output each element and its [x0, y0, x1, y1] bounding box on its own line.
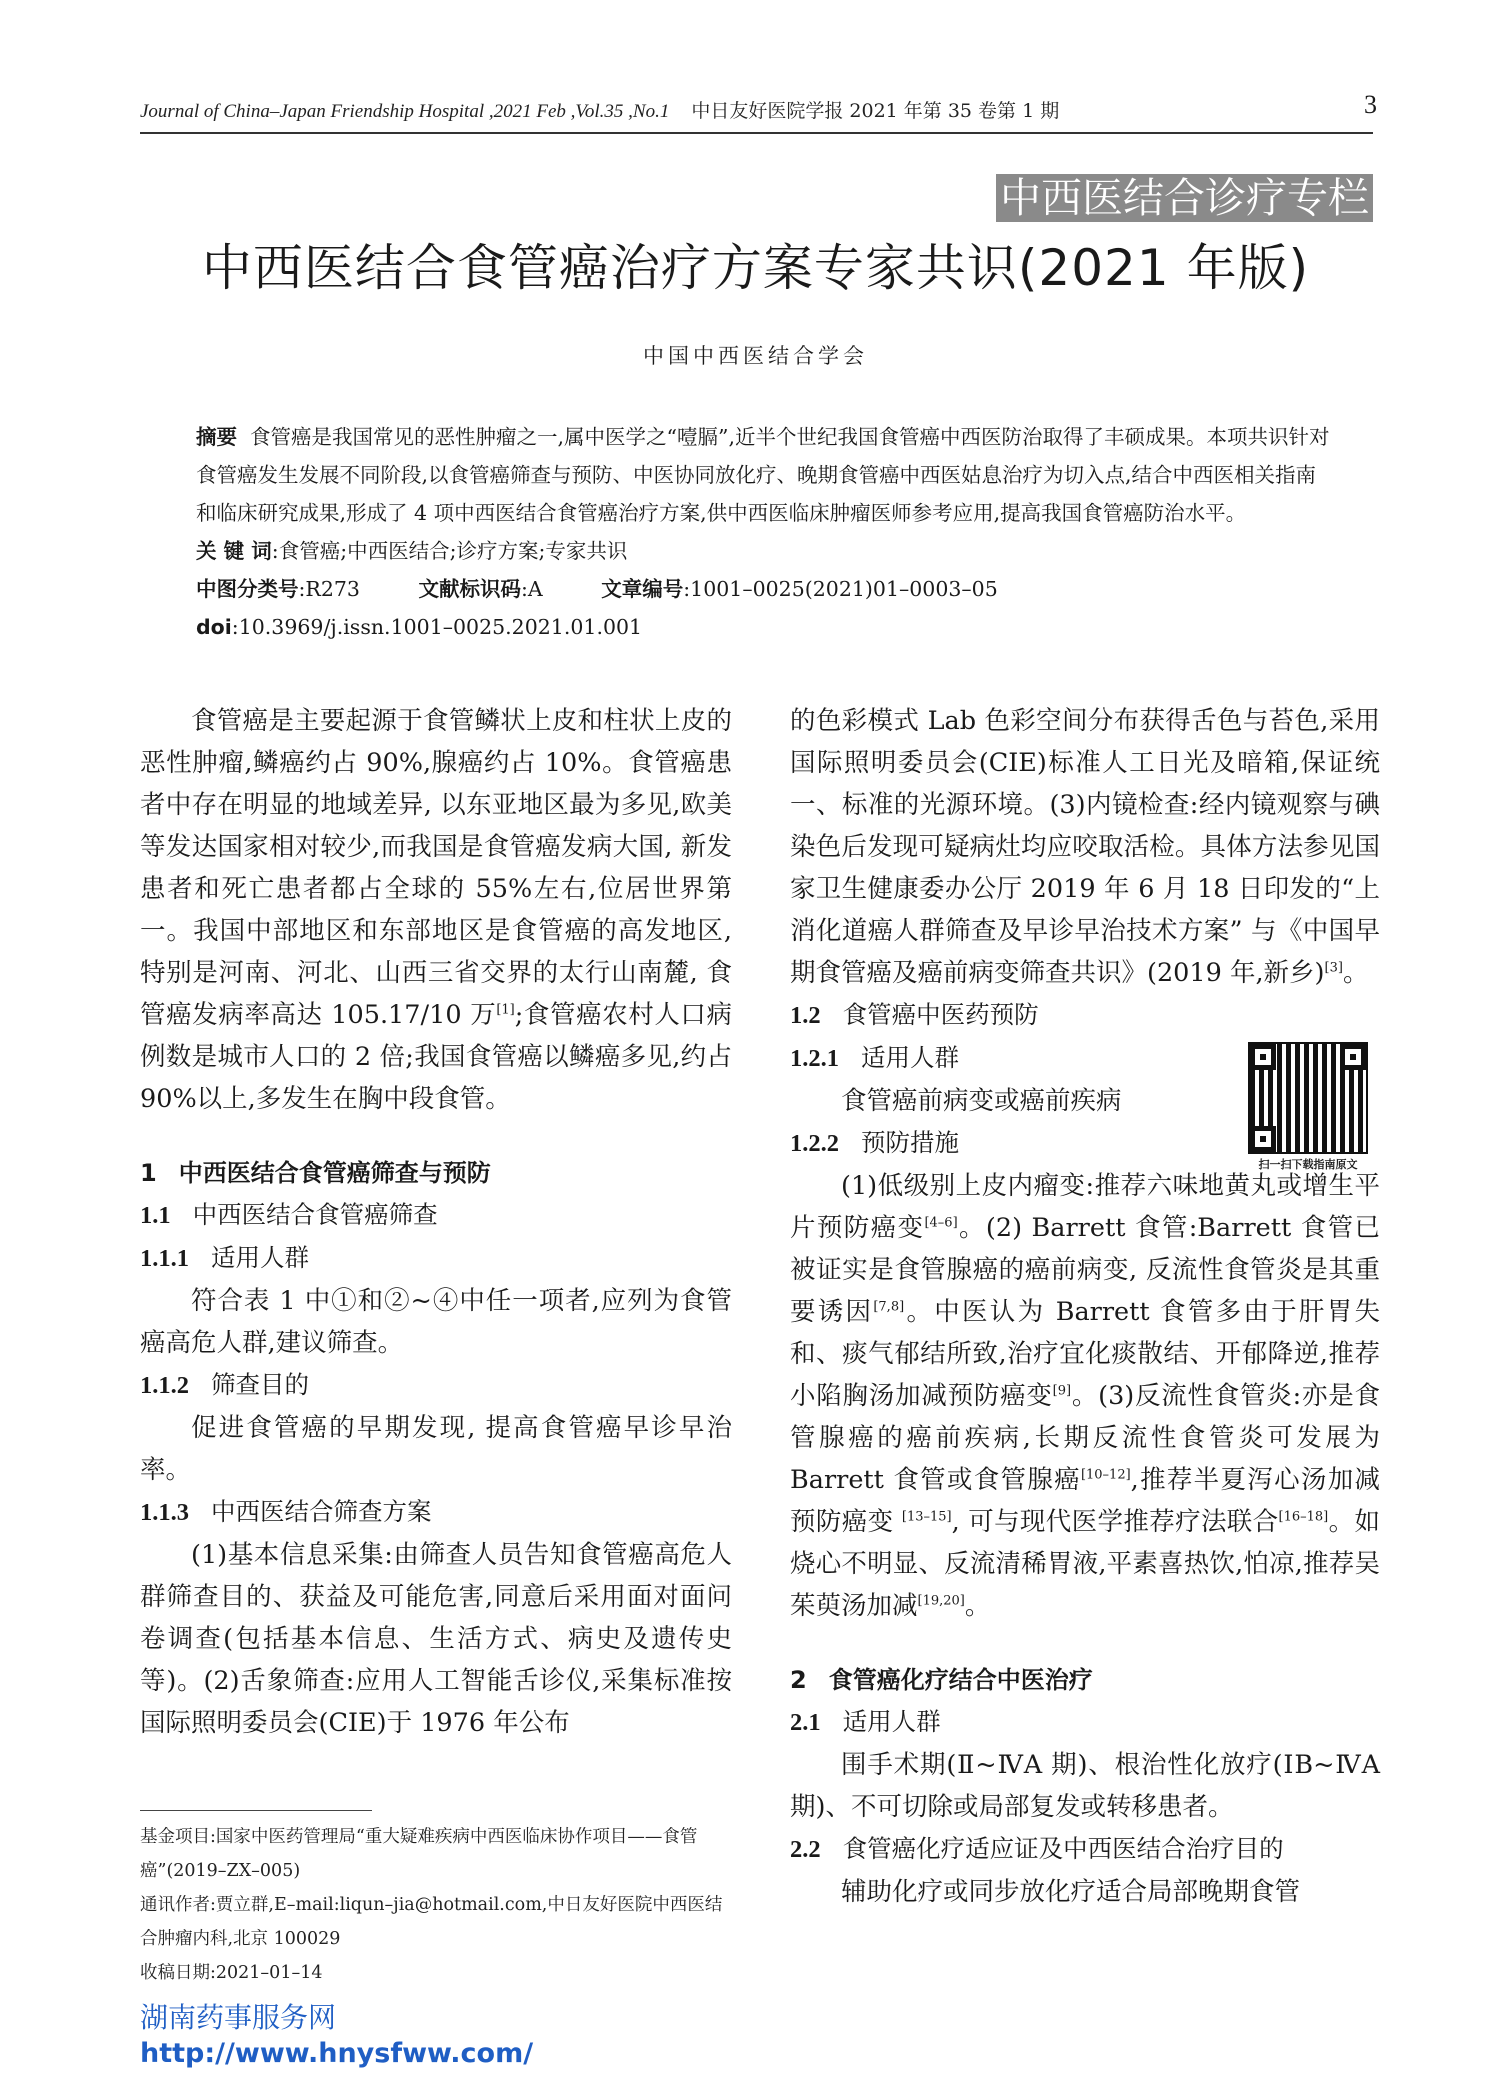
citation[interactable]: [10–12]: [1080, 1467, 1131, 1483]
section-number: 1.1.1: [140, 1245, 189, 1272]
watermark: [140, 2000, 533, 2072]
abstract-label: 摘要: [196, 425, 237, 449]
citation[interactable]: [16–18]: [1278, 1509, 1329, 1525]
section-number: 1.1.2: [140, 1372, 189, 1399]
doc-code-value: :A: [521, 577, 543, 601]
section-1-1-heading: [140, 1194, 732, 1237]
header-divider: [140, 132, 1373, 134]
citation[interactable]: [3]: [1324, 960, 1343, 976]
citation[interactable]: [19,20]: [917, 1593, 965, 1609]
qr-finder: [1250, 1126, 1276, 1152]
section-1-1-1-text: 符合表 1 中①和②~④中任一项者,应列为食管癌高危人群,建议筛查。: [140, 1286, 732, 1358]
funding-note: 基金项目:国家中医药管理局“重大疑难疾病中西医临床协作项目——食管癌”(2019–ZX–005): [140, 1827, 698, 1881]
section-1-2-2-text: [790, 1165, 1380, 1627]
abstract-block: [196, 418, 1332, 646]
running-header: [140, 96, 1385, 136]
watermark-name: 湖南药事服务网: [140, 2001, 337, 2034]
section-2-1-heading: [790, 1701, 1380, 1744]
section-1-2-1-text: 食管癌前病变或癌前疾病: [841, 1086, 1122, 1116]
section-2-2-text: 辅助化疗或同步放化疗适合局部晚期食管: [841, 1877, 1301, 1907]
keywords-label: 关 键 词: [196, 539, 272, 563]
section-title: 适用人群: [211, 1243, 309, 1272]
classification-row: [196, 570, 1332, 608]
citation[interactable]: [7,8]: [873, 1299, 905, 1315]
doi-row: [196, 608, 1332, 646]
section-number: 2.2: [790, 1836, 821, 1863]
abstract: [196, 418, 1332, 532]
text-run: 。如烧心不明显、反流清稀胃液,平素喜热饮,怕凉,推荐吴茱萸汤加减: [790, 1507, 1380, 1621]
intro-paragraph: [140, 700, 732, 1120]
intro-text-2: ;食管癌农村人口病例数是城市人口的 2 倍;我国食管癌以鳞癌多见,约占 90%以上,多发生在胸中段食管。: [140, 1000, 732, 1114]
watermark-url[interactable]: http://www.hnysfww.com/: [140, 2038, 534, 2069]
section-title: 中西医结合食管癌筛查与预防: [178, 1159, 491, 1187]
footnote-divider: [140, 1810, 372, 1811]
section-title: 中西医结合筛查方案: [211, 1497, 432, 1526]
intro-text-1: 食管癌是主要起源于食管鳞状上皮和柱状上皮的恶性肿瘤,鳞癌约占 90%,腺癌约占 10%。食管癌患者中存在明显的地域差异, 以东亚地区最为多见,欧美等发达国家相对较少,而我国是食管癌发病大国, 新发患者和死亡患者都占全球的 55%左右,位居世界第一。我国中部地区和东部地区是食管癌的高发地区,特别是河南、河北、山西三省交界的太行山南麓, 食管癌发病率高达 105.17/10 万: [140, 706, 732, 1030]
section-1-1-2-heading: [140, 1364, 732, 1407]
continued-end: 。: [1342, 958, 1369, 988]
section-1-1-1-heading: [140, 1237, 732, 1280]
clc-label: 中图分类号: [196, 577, 299, 601]
citation[interactable]: [4–6]: [924, 1215, 958, 1231]
section-number: 1: [140, 1159, 157, 1187]
text-run: 。(2) Barrett 食管:Barrett 食管已被证实是食管腺癌的癌前病变, 反流性食管炎是其重要诱因: [790, 1213, 1380, 1327]
keywords: [196, 532, 1332, 570]
left-column: [140, 700, 732, 1744]
journal-name-en: Journal of China–Japan Friendship Hospital ,2021 Feb ,Vol.35 ,No.1: [140, 101, 670, 122]
footnotes: [140, 1820, 732, 1990]
qr-code-icon[interactable]: [1248, 1042, 1368, 1154]
received-date: 收稿日期:2021–01–14: [140, 1963, 323, 1983]
section-1-heading: [140, 1152, 732, 1194]
section-number: 1.2: [790, 1002, 821, 1029]
article-id-value: :1001–0025(2021)01–0003–05: [683, 577, 998, 601]
citation[interactable]: [9]: [1052, 1383, 1072, 1399]
column-banner: 中西医结合诊疗专栏: [996, 174, 1373, 222]
qr-caption: 扫一扫下载指南原文: [1258, 1158, 1358, 1171]
section-number: 1.2.1: [790, 1045, 839, 1072]
section-number: 1.2.2: [790, 1130, 839, 1157]
text-run: 。(3)反流性食管炎:亦是食管腺癌的癌前疾病,长期反流性食管炎可发展为 Barrett 食管或食管腺癌: [790, 1381, 1380, 1495]
continued-paragraph: [790, 700, 1380, 994]
article-authors: 中国中西医结合学会: [643, 344, 868, 368]
section-number: 1.1.3: [140, 1499, 189, 1526]
section-title: 适用人群: [861, 1043, 959, 1072]
qr-finder: [1250, 1044, 1276, 1070]
text-run: ,推荐半夏泻心汤加减预防癌变: [790, 1465, 1380, 1537]
journal-name-cn: 中日友好医院学报 2021 年第 35 卷第 1 期: [691, 100, 1060, 122]
text-run: 。: [964, 1591, 991, 1621]
section-title: 食管癌化疗结合中医治疗: [828, 1666, 1093, 1694]
section-title: 预防措施: [861, 1128, 959, 1157]
section-1-1-2-text: 促进食管癌的早期发现, 提高食管癌早诊早治率。: [140, 1413, 732, 1485]
qr-finder: [1340, 1044, 1366, 1070]
text-run: (1)低级别上皮内瘤变:推荐六味地黄丸或增生平片预防癌变: [790, 1171, 1380, 1243]
section-title: 中西医结合食管癌筛查: [192, 1200, 438, 1229]
keywords-text: :食管癌;中西医结合;诊疗方案;专家共识: [271, 539, 628, 563]
section-title: 食管癌中医药预防: [842, 1000, 1039, 1029]
section-number: 2.1: [790, 1709, 821, 1736]
section-number: 2: [790, 1666, 807, 1694]
section-1-1-3-heading: [140, 1491, 732, 1534]
doi-value: :10.3969/j.issn.1001–0025.2021.01.001: [231, 615, 643, 639]
doi-label: doi: [196, 615, 232, 639]
section-2-heading: [790, 1659, 1380, 1701]
citation[interactable]: [1]: [496, 1002, 515, 1018]
text-run: 。中医认为 Barrett 食管多由于肝胃失和、痰气郁结所致,治疗宜化痰散结、开郁降逆,推荐小陷胸汤加减预防癌变: [790, 1297, 1380, 1411]
section-1-1-3-text: (1)基本信息采集:由筛查人员告知食管癌高危人群筛查目的、获益及可能危害,同意后采用面对面问卷调查(包括基本信息、生活方式、病史及遗传史等)。(2)舌象筛查:应用人工智能舌诊仪,采集标准按国际照明委员会(CIE)于 1976 年公布: [140, 1540, 732, 1738]
article-title: 中西医结合食管癌治疗方案专家共识(2021 年版): [201, 239, 1310, 297]
clc-value: :R273: [298, 577, 360, 601]
section-title: 适用人群: [842, 1707, 941, 1736]
article-id-label: 文章编号: [601, 577, 684, 601]
doc-code-label: 文献标识码: [418, 577, 522, 601]
section-title: 筛查目的: [211, 1370, 309, 1399]
text-run: , 可与现代医学推荐疗法联合: [951, 1507, 1279, 1537]
section-title: 食管癌化疗适应证及中西医结合治疗目的: [842, 1834, 1284, 1863]
section-2-2-heading: [790, 1828, 1380, 1871]
section-2-1-text: 围手术期(Ⅱ~ⅣA 期)、根治性化放疗(ⅠB~ⅣA 期)、不可切除或局部复发或转移患者。: [790, 1750, 1380, 1822]
abstract-text: 食管癌是我国常见的恶性肿瘤之一,属中医学之“噎膈”,近半个世纪我国食管癌中西医防治取得了丰硕成果。本项共识针对食管癌发生发展不同阶段,以食管癌筛查与预防、中医协同放化疗、晚期食管癌中西医姑息治疗为切入点,结合中西医相关指南和临床研究成果,形成了 4 项中西医结合食管癌治疗方案,供中西医临床肿瘤医师参考应用,提高我国食管癌防治水平。: [196, 425, 1330, 525]
continued-text: 的色彩模式 Lab 色彩空间分布获得舌色与苔色,采用国际照明委员会(CIE)标准人工日光及暗箱,保证统一、标准的光源环境。(3)内镜检查:经内镜观察与碘染色后发现可疑病灶均应咬取活检。具体方法参见国家卫生健康委办公厅 2019 年 6 月 18 日印发的“上消化道癌人群筛查及早诊早治技术方案” 与《中国早期食管癌及癌前病变筛查共识》(2019 年,新乡): [790, 706, 1380, 988]
section-number: 1.1: [140, 1202, 171, 1229]
citation[interactable]: [13–15]: [901, 1509, 952, 1525]
right-column: [790, 700, 1380, 1913]
section-1-2-heading: [790, 994, 1380, 1037]
correspondence-note: 通讯作者:贾立群,E–mail:liqun–jia@hotmail.com,中日友好医院中西医结合肿瘤内科,北京 100029: [140, 1895, 723, 1949]
page-number: 3: [1364, 90, 1377, 119]
